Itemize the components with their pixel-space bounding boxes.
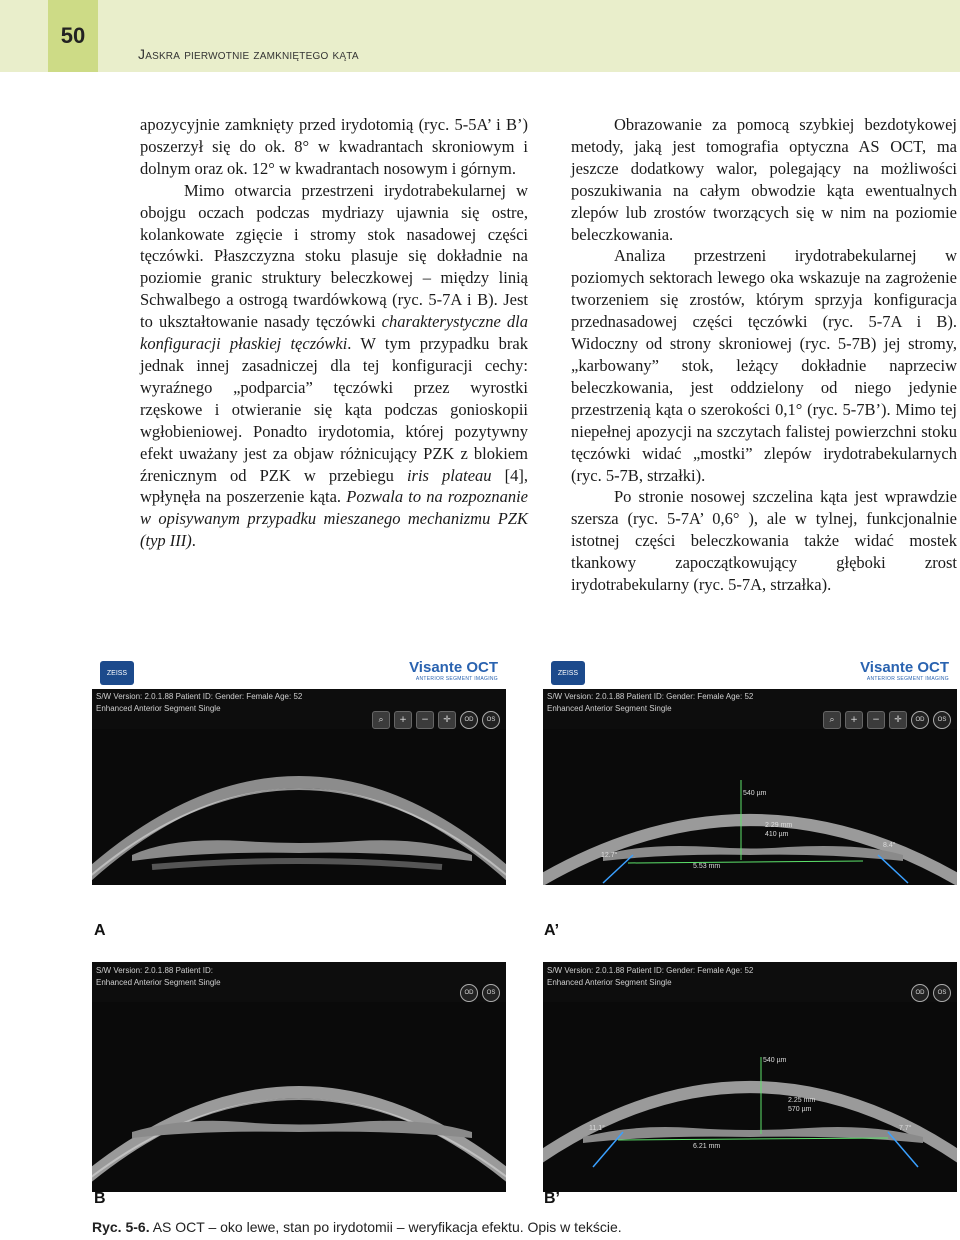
measurement-label: 12.7° [601,852,618,859]
italic-span: Pozwala to na rozpoznanie w opisywanym przypadku mieszanego mechanizmu PZK (typ III) [140,487,528,551]
measurement-label: 11.1° [589,1125,605,1132]
measurement-label: 540 µm [763,1057,787,1064]
zoom-out-icon[interactable]: − [416,711,434,729]
scan-mode: Enhanced Anterior Segment Single [547,704,672,713]
paragraph: Obrazowanie za pomocą szybkiej bezdotykowej metody, jaką jest tomografia optyczna AS OCT, ma jeszcze dodatkowy walor, polegający na możliwości poszukiwania na całym obwodzie kąta ewentualnych zlepów lub zrostów tworzących się w nim na poziomie beleczkowania. [571,115,957,244]
paragraph: Analiza przestrzeni irydotrabekularnej w poziomych sektorach lewego oka wskazuje na zagrożenie tworzeniem się zrostów, którym sprzyja konfiguracja przednasadowej części tęczówki (ryc. 5-7A i B). Widoczny od strony skroniowej (ryc. 5-7B) jej stromy, „karbowany” stok, leżący dokładnie naprzeciw beleczkowania, jest oddzielony od niego jedynie przestrzenią kąta o szerokości 0,1° (ryc. 5-7B’). Mimo tej niepełnej apozycji na szczytach falistej powierzchni stoku tęczówki widać „mostki” zlepów irydotrabekularnych (ryc. 5-7B, strzałki). [571,246,957,485]
text-span: [4], wpłynęła na poszerzenie kąta. [140,465,528,507]
scan-mode: Enhanced Anterior Segment Single [96,978,221,987]
oct-panel-a-prime [543,655,957,885]
oct-scan-image-a [92,655,506,885]
page-number: 50 [48,0,98,72]
running-title: Jaskra pierwotnie zamkniętego kąta [138,46,359,62]
zoom-icon[interactable]: ⌕ [823,711,841,729]
os-button[interactable]: OS [482,984,500,1002]
scan-info: S/W Version: 2.0.1.88 Patient ID: Gender: Female Age: 52 [96,692,303,701]
zoom-in-icon[interactable]: + [394,711,412,729]
zoom-icon[interactable]: ⌕ [372,711,390,729]
figure-label: A’ [544,922,560,939]
figure-label: A [94,922,106,939]
text-column-right [571,114,957,596]
visante-brand: Visante OCT ANTERIOR SEGMENT IMAGING [860,659,949,682]
measurement-label: 6.21 mm [693,1143,721,1150]
od-button[interactable]: OD [911,984,929,1002]
oct-panel-b-prime [543,962,957,1192]
italic-span: iris plateau [406,465,492,485]
oct-scan-image-b [92,962,506,1192]
measurement-label: 570 µm [788,1106,812,1113]
oct-scan-image-a-prime [543,655,957,885]
scan-info: S/W Version: 2.0.1.88 Patient ID: [96,966,213,975]
italic-span: charakterystyczne dla konfiguracji płaskiej tęczówki [140,312,528,354]
caption-label: Ryc. 5-6. [92,1219,150,1235]
measurement-label: 7.7° [899,1125,912,1132]
oct-panel-b [92,962,506,1192]
measurement-label: 540 µm [743,790,767,797]
text-span: . W tym przypadku brak jednak innej zasadniczej dla tej konfiguracji cechy: wyraźnego „podparcia” tęczówki przez wyrostki rzęskowe i otwieranie się kąta podczas gonioskopii wgłobieniowej. Ponadto irydotomia, której pozytywny efekt uważany jest za objaw różnicujący PZK z blokiem źrenicznym od PZK w przebiegu [140,334,528,485]
scan-info: S/W Version: 2.0.1.88 Patient ID: Gender: Female Age: 52 [547,692,754,701]
os-button[interactable]: OS [933,711,951,729]
od-button[interactable]: OD [460,984,478,1002]
figure-label: B’ [544,1190,560,1207]
zoom-out-icon[interactable]: − [867,711,885,729]
measurement-label: 2.25 mm [788,1097,816,1104]
od-button[interactable]: OD [911,711,929,729]
paragraph [140,180,528,552]
measurement-label: 8.4° [883,842,896,849]
zeiss-logo: ZEISS [100,661,134,685]
oct-scan-image-b-prime [543,962,957,1192]
measurement-label: 2.29 mm [765,822,793,829]
figure-caption [92,1219,622,1235]
figure-label: B [94,1190,106,1207]
caption-text: AS OCT – oko lewe, stan po irydotomii – weryfikacja efektu. Opis w tekście. [149,1219,622,1235]
visante-brand: Visante OCT ANTERIOR SEGMENT IMAGING [409,659,498,682]
zeiss-logo: ZEISS [551,661,585,685]
text-span: . [191,531,196,551]
text-column-left [140,114,528,552]
od-button[interactable]: OD [460,711,478,729]
os-button[interactable]: OS [933,984,951,1002]
measurement-label: 410 µm [765,831,789,838]
oct-panel-a [92,655,506,885]
paragraph: apozycyjnie zamknięty przed irydotomią (ryc. 5-5A’ i B’) poszerzył się do ok. 8° w kwadrantach skroniowym i dolnym oraz ok. 12° w kwadrantach nosowym i górnym. [140,115,528,178]
scan-info: S/W Version: 2.0.1.88 Patient ID: Gender: Female Age: 52 [547,966,754,975]
scan-mode: Enhanced Anterior Segment Single [547,978,672,987]
scan-mode: Enhanced Anterior Segment Single [96,704,221,713]
paragraph: Po stronie nosowej szczelina kąta jest wprawdzie szersza (ryc. 5-7A’ 0,6° ), ale w tylnej, funkcjonalnie istotnej części beleczkowania także widać mostek tkankowy zapoczątkowujący głęboki zrost irydotrabekularny (ryc. 5-7A, strzałka). [571,487,957,595]
pan-icon[interactable]: ✛ [889,711,907,729]
zoom-in-icon[interactable]: + [845,711,863,729]
measurement-label: 5.53 mm [693,863,721,870]
pan-icon[interactable]: ✛ [438,711,456,729]
text-span: Mimo otwarcia przestrzeni irydotrabekularnej w obojgu oczach podczas mydriazy ujawnia się ostre, kolankowate zgięcie i stromy stok nasadowej części tęczówki. Płaszczyzna stoku plasuje się dokładnie na poziomie granic struktury beleczkowej – między linią Schwalbego a ostrogą twardówkową (ryc. 5-7A i B). Jest to ukształtowanie nasady tęczówki [140,180,528,332]
os-button[interactable]: OS [482,711,500,729]
